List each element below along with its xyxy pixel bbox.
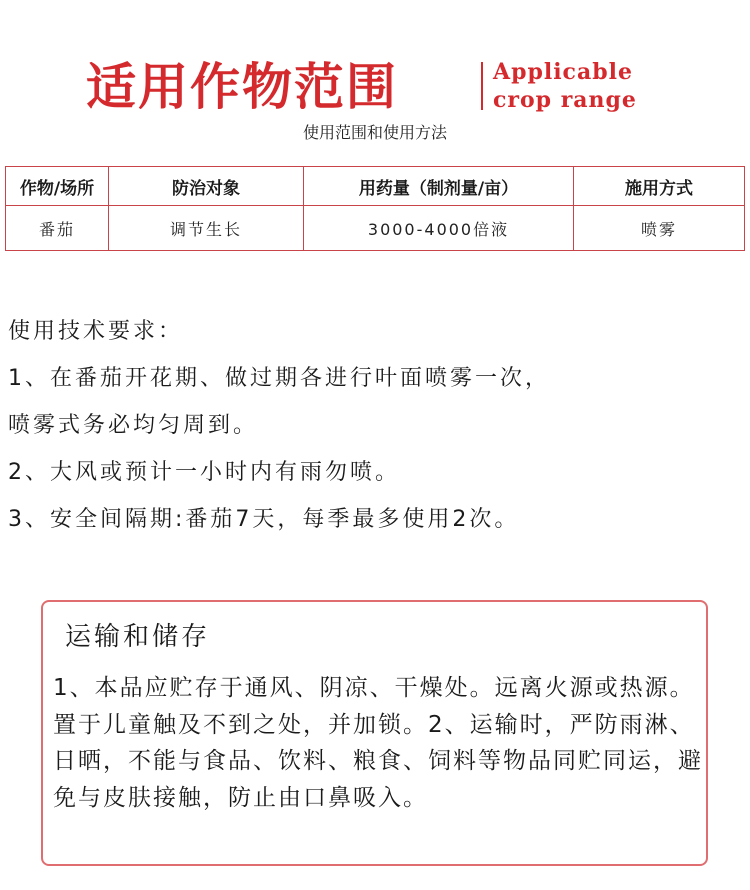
title-english (493, 58, 637, 114)
requirement-line: 3、安全间隔期:番茄7天，每季最多使用2次。 (8, 507, 520, 532)
subtitle: 使用范围和使用方法 (302, 123, 447, 142)
header-method: 施用方式 (574, 167, 745, 206)
requirement-line: 2、大风或预计一小时内有雨勿喷。 (8, 460, 400, 485)
table-header-row (6, 167, 745, 206)
title-english-line2: crop range (493, 87, 637, 113)
cell-dosage: 3000-4000倍液 (304, 206, 574, 251)
cell-method: 喷雾 (574, 206, 745, 251)
table-row (6, 206, 745, 251)
requirements-section (8, 312, 743, 547)
cell-crop: 番茄 (6, 206, 109, 251)
title-divider (481, 62, 483, 110)
header-target: 防治对象 (109, 167, 304, 206)
usage-table (5, 166, 745, 251)
title-english-line1: Applicable (493, 59, 633, 85)
requirement-line: 喷雾式务必均匀周到。 (8, 413, 259, 438)
requirement-line: 1、在番茄开花期、做过期各进行叶面喷雾一次， (8, 366, 550, 391)
requirements-heading: 使用技术要求： (8, 319, 184, 344)
header-dosage: 用药量（制剂量/亩） (304, 167, 574, 206)
storage-body: 1、本品应贮存于通风、阴凉、干燥处。远离火源或热源。置于儿童触及不到之处，并加锁。2、运输时，严防雨淋、日晒，不能与食品、饮料、粮食、饲料等物品同贮同运，避免与皮肤接触，防止由口鼻吸入。 (53, 675, 703, 811)
header-crop: 作物/场所 (6, 167, 109, 206)
title-chinese: 适用作物范围 (86, 57, 398, 116)
cell-target: 调节生长 (109, 206, 304, 251)
storage-box (41, 600, 708, 866)
storage-title: 运输和储存 (65, 622, 211, 652)
